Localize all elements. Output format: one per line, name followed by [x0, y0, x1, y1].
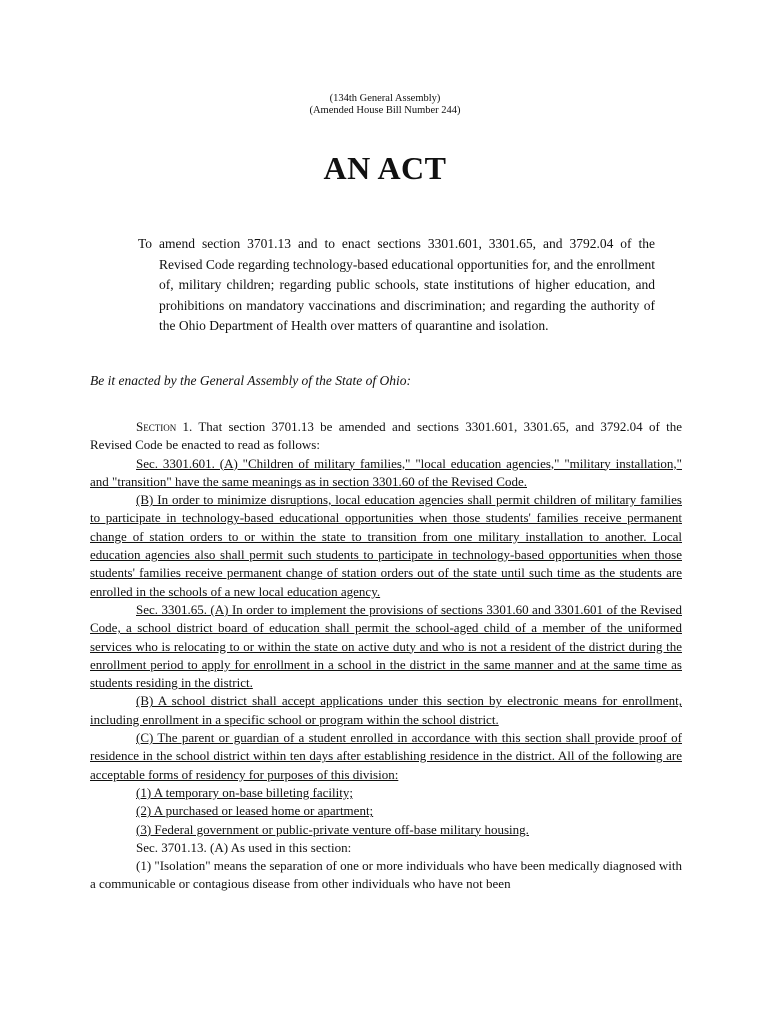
paragraph-3301-601-a [90, 455, 682, 492]
paragraph-3701-13-a [90, 839, 682, 857]
inserted-text: Sec. 3301.65. (A) In order to implement the provisions of sections 3301.60 and 3301.601 of the Revised Code, a school district board of education shall permit the school-aged child of a member of the uniformed services who is relocating to or within the state on active duty and who is not a resident of the district during the enrollment period to apply for enrollment in a school in the district in the same manner and at the same time as students residing in the district. [90, 601, 682, 691]
section-label: Section [136, 419, 177, 434]
inserted-text: (B) A school district shall accept applications under this section by electronic means for enrollment, including enrollment in a specific school or program within the school district. [90, 693, 682, 727]
inserted-text: (3) Federal government or public-private venture off-base military housing. [136, 821, 529, 837]
existing-text: Sec. 3701.13. (A) As used in this section: [136, 839, 352, 855]
section-1-text: 1. That section 3701.13 be amended and sections 3301.601, 3301.65, and 3792.04 of the Revised Code be enacted to read as follows: [90, 419, 682, 453]
list-item-1 [90, 784, 682, 802]
existing-text: (1) "Isolation" means the separation of one or more individuals who have been medically diagnosed with a communicable or contagious disease from other individuals who have not been [90, 858, 682, 892]
inserted-text: (2) A purchased or leased home or apartment; [136, 803, 374, 819]
act-title: AN ACT [323, 150, 447, 186]
inserted-text: (B) In order to minimize disruptions, local education agencies shall permit children of military families to participate in technology-based educational opportunities when those students' families receive permanent change of station orders to or within the state to transition from one military installation to another. Local education agencies also shall permit such students to participate in technology-based opportunities when those students' families receive permanent change of station orders out of the state until such time as the students are enrolled in the schools of a new local education agency. [90, 492, 682, 599]
inserted-text: (C) The parent or guardian of a student enrolled in accordance with this section shall provide proof of residence in the school district within ten days after establishing residence in the district. All of the following are acceptable forms of residency for purposes of this division: [90, 730, 682, 782]
list-item-2 [90, 802, 682, 820]
bill-header [0, 93, 770, 117]
enacting-clause: Be it enacted by the General Assembly of the State of Ohio: [90, 373, 412, 388]
list-item-3 [90, 821, 682, 839]
section-1-paragraph [90, 418, 682, 455]
paragraph-3301-65-c [90, 729, 682, 784]
paragraph-3301-601-b [90, 491, 682, 601]
inserted-text: Sec. 3301.601. (A) "Children of military families," "local education agencies," "military installation," and "transition" have the same meanings as in section 3301.60 of the Revised Code. [90, 455, 682, 489]
inserted-text: (1) A temporary on-base billeting facility; [136, 784, 353, 800]
paragraph-3301-65-a [90, 601, 682, 692]
act-purpose: To amend section 3701.13 and to enact sections 3301.601, 3301.65, and 3792.04 of the Revised Code regarding technology-based educational opportunities for, and the enrollment of, military children; regarding public schools, state institutions of higher education, and prohibitions on mandatory vaccinations and discrimination; and regarding the authority of the Ohio Department of Health over matters of quarantine and isolation. [138, 236, 655, 333]
bill-body [90, 418, 682, 894]
paragraph-3301-65-b [90, 692, 682, 729]
paragraph-isolation-definition [90, 857, 682, 894]
general-assembly-line: (134th General Assembly) [329, 93, 441, 104]
bill-number-line: (Amended House Bill Number 244) [309, 105, 461, 116]
